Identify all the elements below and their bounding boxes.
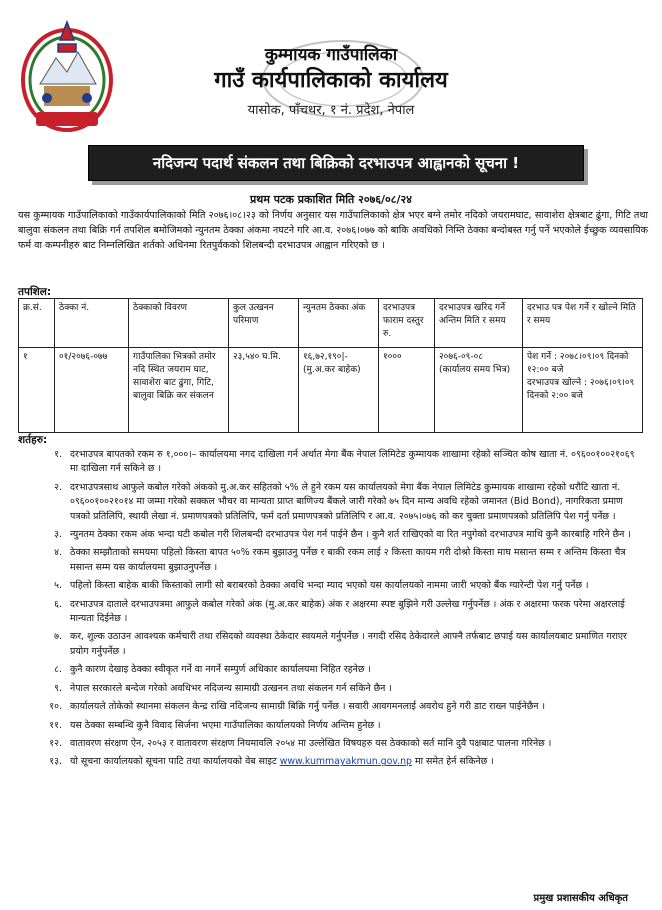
col-header-purchase-deadline: दरभाउपत्र खरिद गर्ने अन्तिम मिति र समय <box>435 299 523 348</box>
website-link[interactable]: www.kummayakmun.gov.np <box>279 756 413 768</box>
table-header-row <box>19 299 643 348</box>
details-label: तपशिल: <box>18 286 52 298</box>
col-header-contract-no: ठेक्का नं. <box>55 299 129 348</box>
term-number: १३. <box>49 756 62 768</box>
tender-table <box>18 298 643 433</box>
term-text: नेपाल सरकारले बन्देज गरेको अवधिभर नदिजन्य सामाग्री उत्खनन तथा संकलन गर्न सकिने छैन । <box>70 682 392 694</box>
office-address: यासोक, पाँचथर, १ नं. प्रदेश, नेपाल <box>247 103 415 118</box>
term13-before: यो सूचना कार्यालयको सूचना पाटि तथा कार्यालयको वेब साइट <box>70 756 280 768</box>
term-number: १२. <box>49 737 62 749</box>
terms-list <box>20 448 640 774</box>
term-text: दरभाउपत्र दाताले दरभाउपत्रमा आफुले कबोल गरेको अंक (मु.अ.कर बाहेक) अंक र अक्षरमा स्पष्ट बुझिने गरी उल्लेख गर्नुपर्नेछ । अंक र अक्षरमा फरक परेमा अक्षरलाई मान्यता दिईनेछ । <box>70 598 625 625</box>
col-header-min-amount: न्युनतम ठेक्का अंक <box>299 299 379 348</box>
list-item <box>20 737 640 751</box>
list-item <box>20 682 640 696</box>
cell-description: गाउँपालिका भित्रको तमोर नदि स्थित जयराम घाट, सावाशेरा बाट ढुंगा, गिटि, बालुवा बिक्रि कर संकलन <box>129 348 229 433</box>
term-number: ५. <box>54 580 62 592</box>
municipality-name: कुम्मायक गाउँपालिका <box>264 45 398 65</box>
term-text: वातावरण संरक्षण ऐन, २०५३ र वातावरण संरक्षण नियमावलि २०५४ मा उल्लेखित विषयहरु यस ठेक्काको सर्त मानि दुवै पक्षबाट पालना गरिनेछ । <box>70 737 552 749</box>
term-text: कार्यालयले तोकेको स्थानमा संकलन केन्द्र राखि नदिजन्य सामाग्री बिक्रि गर्नु पर्नेछ । सवारी आवगमनलाई अवरोध हुने गरी डाट राख्न पाईनेछैन । <box>70 701 546 713</box>
open-date: दरभाउपत्र खोल्ने : २०७६।०९।०९ दिनको २:०० बजे <box>527 378 635 401</box>
min-amount-value: १६,७२,१९०|- <box>303 352 348 362</box>
term-text: यस ठेक्का सम्बन्धि कुनै विवाद सिर्जना भएमा गाउँपालिका कार्यालयको निर्णय अन्तिम हुनेछ । <box>70 719 381 731</box>
col-header-quantity: कुल उत्खनन परिमाण <box>229 299 299 348</box>
list-item <box>20 630 640 659</box>
term-text: न्युनतम ठेक्का रकम अंक भन्दा घटी कबोल गरी शिलबन्दी दरभाउपत्र पेश गर्न पाईने छैन । कुनै शर्त राखिएको वा रित नपुगेको दरभाउपत्र माथि कुनै कारबाहि गरिने छैन । <box>70 529 631 541</box>
col-header-sn: क्र.सं. <box>19 299 55 348</box>
publication-date: प्रथम पटक प्रकाशित मिति २०७६/०८/२४ <box>250 193 412 206</box>
term-text <box>70 755 640 769</box>
office-name: गाउँ कार्यपालिकाको कार्यालय <box>214 68 448 93</box>
term-number: १. <box>54 449 62 460</box>
submit-date: पेश गर्ने : २०७८।०९।०९ दिनको १२:०० बजे <box>527 352 629 375</box>
list-item <box>20 598 640 627</box>
cell-quantity: २३,५४० घ.मि. <box>229 348 299 433</box>
purchase-deadline-value: २०७६-०९-०८ <box>439 352 483 362</box>
purchase-deadline-note: (कार्यालय समय भित्र) <box>439 365 511 375</box>
term-text: दरभाउपत्रसाथ आफुले कबोल गरेको अंकको मु.अ.कर सहितको ५% ले हुने रकम यस कार्यालयको मेगा बैंक नेपाल लिमिटेड कुम्मायक शाखामा रहेको धरौटि खाता नं. ०९६००१००२१०१४ मा जम्मा गरेको सक्कल भौचर वा मान्यता प्राप्त बाणिज्य बैंकले जारी गरेको ७५ दिन मान्य अवधि रहेको जमानत (Bid Bond), नागरिकता प्रमाण पत्रको प्रतिलिपि, स्थायी लेखा नं. प्रमाणपत्रको प्रतिलिपि, फर्म दर्ता प्रमाणपत्रको प्रतिलिपि र आ.व. २०७५।०७६ को कर चुक्ता प्रमाणपत्रको प्रतिलिपि पेश गर्नु पर्नेछ । <box>70 481 623 522</box>
term-number: ९. <box>54 682 62 694</box>
list-item <box>20 579 640 593</box>
term-text: पहिलो किस्ता बाहेक बाकी किस्ताको लागी सो बराबरको ठेक्का अवधि भन्दा म्याद भएको यस कार्यालयको नाममा जारी भएको बैंक ग्यारेन्टी पेश गर्नु पर्नेछ । <box>70 580 589 592</box>
list-item <box>20 700 640 714</box>
terms-heading: शर्तहरु: <box>18 434 48 446</box>
cell-sn: १ <box>19 348 55 433</box>
table-row <box>19 348 643 433</box>
term-number: ४. <box>54 547 62 559</box>
term-text: ठेक्का सम्झौताको समयमा पहिलो किस्ता बापत ५०% रकम बुझाउनु पर्नेछ र बाकी रकम लाई २ किस्ता कायम गरी दोश्रो किस्ता माघ मसान्त सम्म र अन्तिम किस्ता चैत्र मसान्त सम्म यस कार्यालयमा बुझाउनुपर्नेछ । <box>70 547 626 573</box>
term-text: कर, शुल्क उठाउन आवश्यक कर्मचारी तथा रसिदको व्यवस्था ठेकेदार स्वयमले गर्नुपर्नेछ । नगदी रसिद ठेकेदारले आफ्नै तर्फबाट छपाई यस कार्यालयबाट प्रमाणित गराएर प्रयोग गर्नुपर्नेछ । <box>70 631 627 657</box>
list-item <box>20 546 640 575</box>
term-number: ११. <box>49 719 62 731</box>
term-number: ६. <box>54 598 62 610</box>
term-number: ३. <box>54 529 62 541</box>
term-text: दरभाउपत्र बापतको रकम रु १,०००।– कार्यालयमा नगद दाखिला गर्न अर्थात मेगा बैंक नेपाल लिमिटेड कुम्मायक शाखामा रहेको सञ्चित कोष खाता नं. ०९६००१००२१०६९ मा दाखिला गर्न सकिने छ । <box>70 449 635 475</box>
term-number: ७. <box>54 631 62 643</box>
list-item <box>20 663 640 677</box>
cell-min-amount <box>299 348 379 433</box>
intro-paragraph: यस कुम्मायक गाउँपालिकाको गाउँकार्यपालिकाको मिति २०७६।०८।२३ को निर्णय अनुसार यस गाउँपालिकाको क्षेत्र भएर बग्ने तमोर नदिको जयरामघाट, सावाशेरा क्षेत्रबाट ढुंगा, गिटि तथा बालुवा संकलन तथा बिक्रि गर्न तपशिल बमोजिमको न्युनतम ठेक्का अंकमा नघटने गरि आ.व. २०७६।०७७ को बाकि अवधिको निम्ति ठेक्का बन्दोबस्त गर्नु पर्ने भएकोले ईच्छुक व्यवसायिक फर्म वा कम्पनीहरु बाट निम्नलिखित शर्तको अधिनमा रितपुर्वकको शिलबन्दी दरभाउपत्र आह्वान गरिएको छ । <box>18 210 648 252</box>
cell-purchase-deadline <box>435 348 523 433</box>
min-amount-note: (मु.अ.कर बाहेक) <box>303 365 361 375</box>
list-item <box>20 481 640 524</box>
list-item <box>20 755 640 769</box>
col-header-form-fee: दरभाउपत्र फाराम दस्तुर रु. <box>379 299 435 348</box>
signatory-title: प्रमुख प्रशासकीय अधिकृत <box>533 893 628 904</box>
term-text: कुनै कारण देखाइ ठेक्का स्वीकृत गर्ने वा नगर्ने सम्पुर्ण अधिकार कार्यालयमा निहित रहनेछ । <box>70 664 371 676</box>
list-item <box>20 528 640 542</box>
cell-form-fee: १००० <box>379 348 435 433</box>
term-number: १०. <box>49 701 62 713</box>
list-item <box>20 448 640 477</box>
cell-submit-open <box>523 348 643 433</box>
term-number: २. <box>54 481 62 493</box>
term13-after: मा समेत हेर्न सकिनेछ । <box>412 756 494 768</box>
list-item <box>20 719 640 733</box>
col-header-description: ठेक्काको विवरण <box>129 299 229 348</box>
notice-title-banner: नदिजन्य पदार्थ संकलन तथा बिक्रिको दरभाउपत्र आह्वानको सूचना ! <box>88 145 584 181</box>
cell-contract-no: ०१/२०७६-०७७ <box>55 348 129 433</box>
term-number: ८. <box>54 664 62 676</box>
col-header-submit-open: दरभाउ पत्र पेश गर्ने र खोल्ने मिति र समय <box>523 299 643 348</box>
